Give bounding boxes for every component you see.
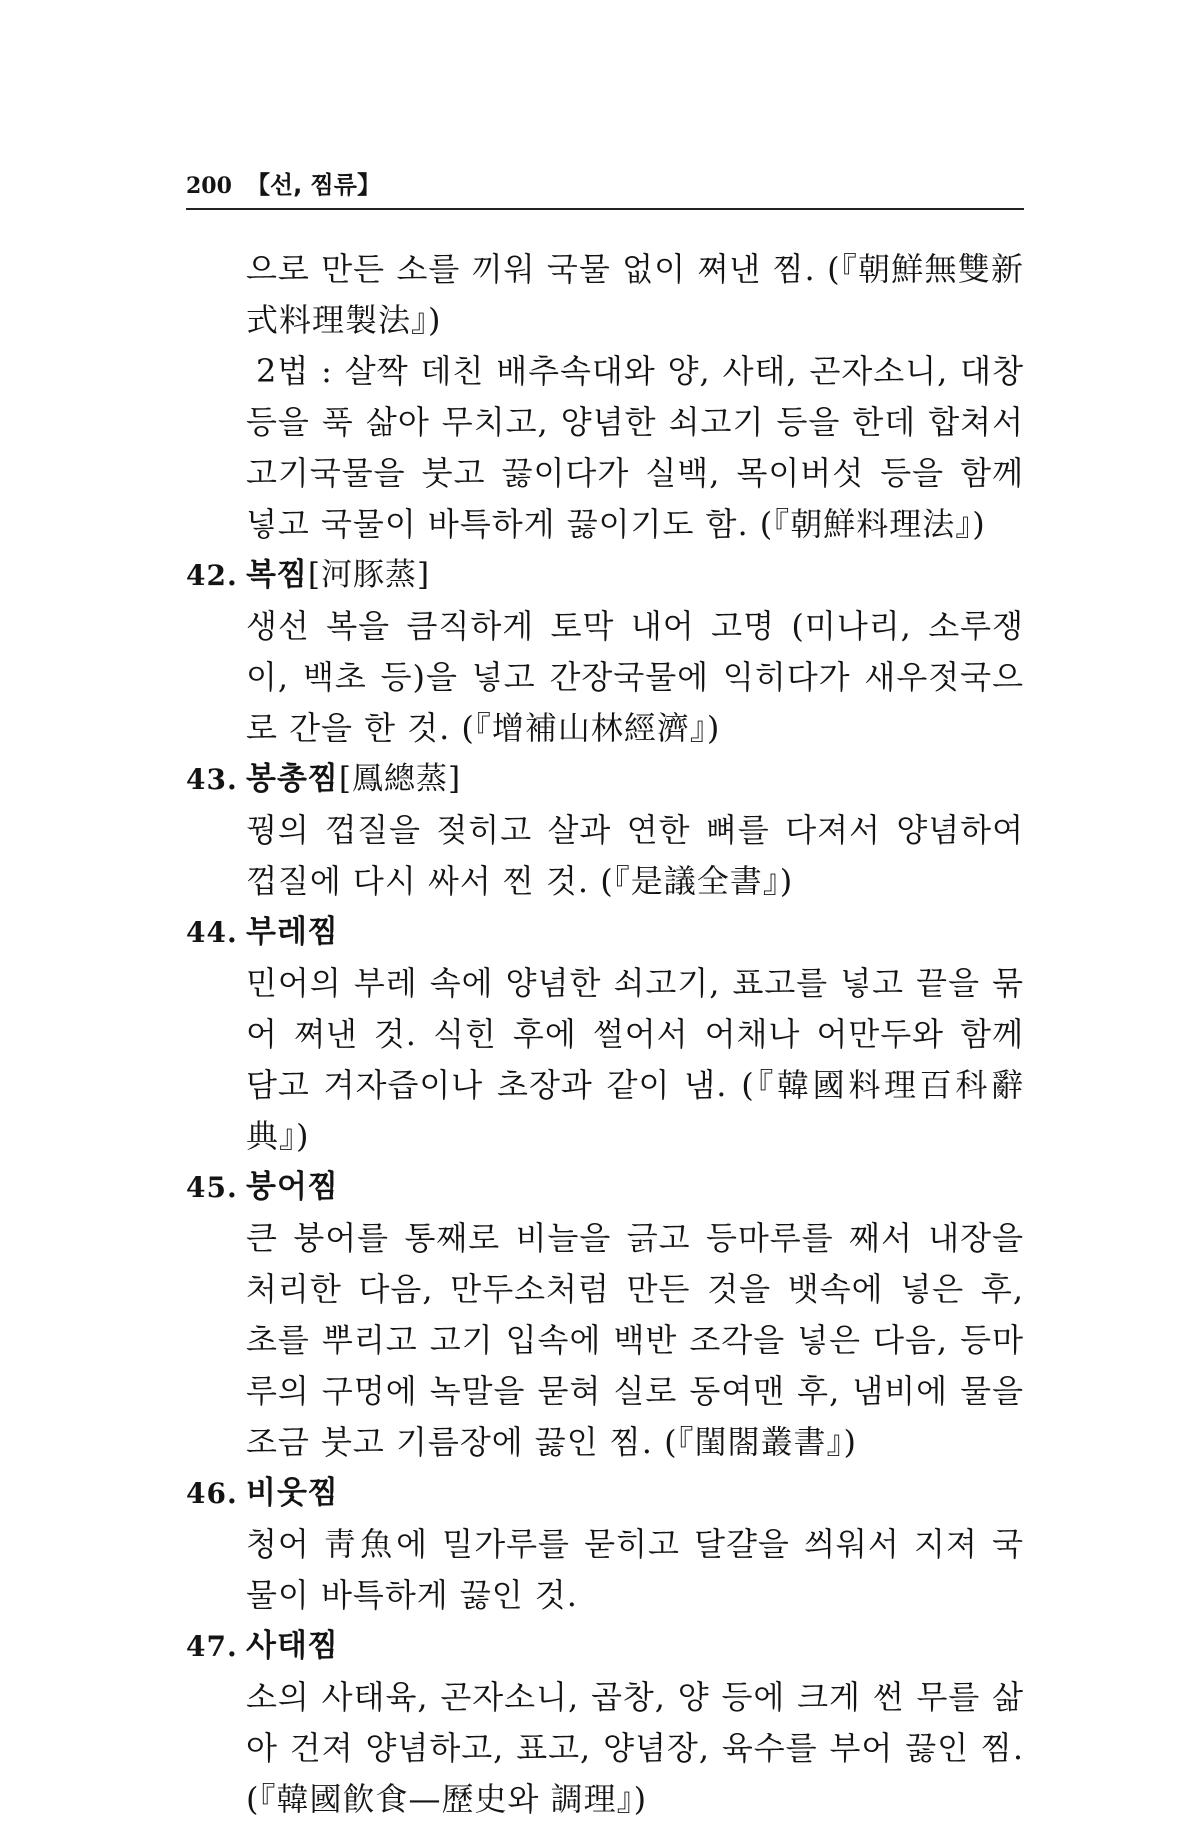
entry-number: 43.: [186, 763, 238, 796]
entry-title: 복찜: [246, 557, 308, 593]
entry-hanja: [河豚蒸]: [307, 557, 431, 593]
running-head: [186, 170, 381, 201]
entry-title: 부레찜: [246, 914, 339, 950]
entry-heading: [186, 1468, 1024, 1519]
entry-title: 비웃찜: [246, 1475, 339, 1511]
page-number: 200: [186, 173, 232, 199]
method-2-paragraph: 2법 : 살짝 데친 배추속대와 양, 사태, 곤자소니, 대창 등을 푹 삶아 무치고, 양념한 쇠고기 등을 한데 합쳐서 고기국물을 붓고 끓이다가 실백, 목이버섯 등을 함께 넣고 국물이 바특하게 끓이기도 함. (『朝鮮料理法』): [246, 352, 1024, 543]
entry-number: 45.: [186, 1171, 238, 1204]
entry-title: 봉총찜: [246, 761, 339, 797]
entry-hanja: [鳳總蒸]: [338, 761, 462, 797]
entry-number: 42.: [186, 559, 238, 592]
entry-number: 47.: [186, 1630, 238, 1663]
body-text: [186, 244, 1024, 1825]
entry-heading: [186, 754, 1024, 805]
entry-title: 붕어찜: [246, 1169, 339, 1205]
entry-number: 44.: [186, 916, 238, 949]
entry-heading: [186, 1621, 1024, 1672]
entry-text: 꿩의 껍질을 젖히고 살과 연한 뼈를 다져서 양념하여 껍질에 다시 싸서 찐 것. (『是議全書』): [246, 811, 1024, 900]
entry-text: 생선 복을 큼직하게 토막 내어 고명 (미나리, 소루쟁이, 백초 등)을 넣고 간장국물에 익히다가 새우젓국으로 간을 한 것. (『增補山林經濟』): [246, 607, 1024, 747]
entry-text: 민어의 부레 속에 양념한 쇠고기, 표고를 넣고 끝을 묶어 쪄낸 것. 식힌 후에 썰어서 어채나 어만두와 함께 담고 겨자즙이나 초장과 같이 냄. (『韓國料理百科辭典』): [246, 964, 1024, 1155]
entry-heading: [186, 1162, 1024, 1213]
continued-paragraph: 으로 만든 소를 끼워 국물 없이 쪄낸 찜. (『朝鮮無雙新式料理製法』): [246, 250, 1024, 339]
entry-heading: [186, 907, 1024, 958]
entry-title: 사태찜: [246, 1628, 339, 1664]
entry-number: 46.: [186, 1477, 238, 1510]
entry-text: 큰 붕어를 통째로 비늘을 긁고 등마루를 째서 내장을 처리한 다음, 만두소처럼 만든 것을 뱃속에 넣은 후, 초를 뿌리고 고기 입속에 백반 조각을 넣은 다음, 등마루의 구멍에 녹말을 묻혀 실로 동여맨 후, 냄비에 물을 조금 붓고 기름장에 끓인 찜. (『閨閤叢書』): [246, 1219, 1024, 1461]
header-rule: [186, 208, 1024, 210]
section-title: 【선, 찜류】: [245, 171, 381, 199]
entry-heading: [186, 550, 1024, 601]
entry-text: 소의 사태육, 곤자소니, 곱창, 양 등에 크게 썬 무를 삶아 건져 양념하고, 표고, 양념장, 육수를 부어 끓인 찜. (『韓國飮食—歷史와 調理』): [246, 1678, 1024, 1818]
entry-text: 청어 靑魚에 밀가루를 묻히고 달걀을 씌워서 지져 국물이 바특하게 끓인 것.: [246, 1525, 1024, 1614]
